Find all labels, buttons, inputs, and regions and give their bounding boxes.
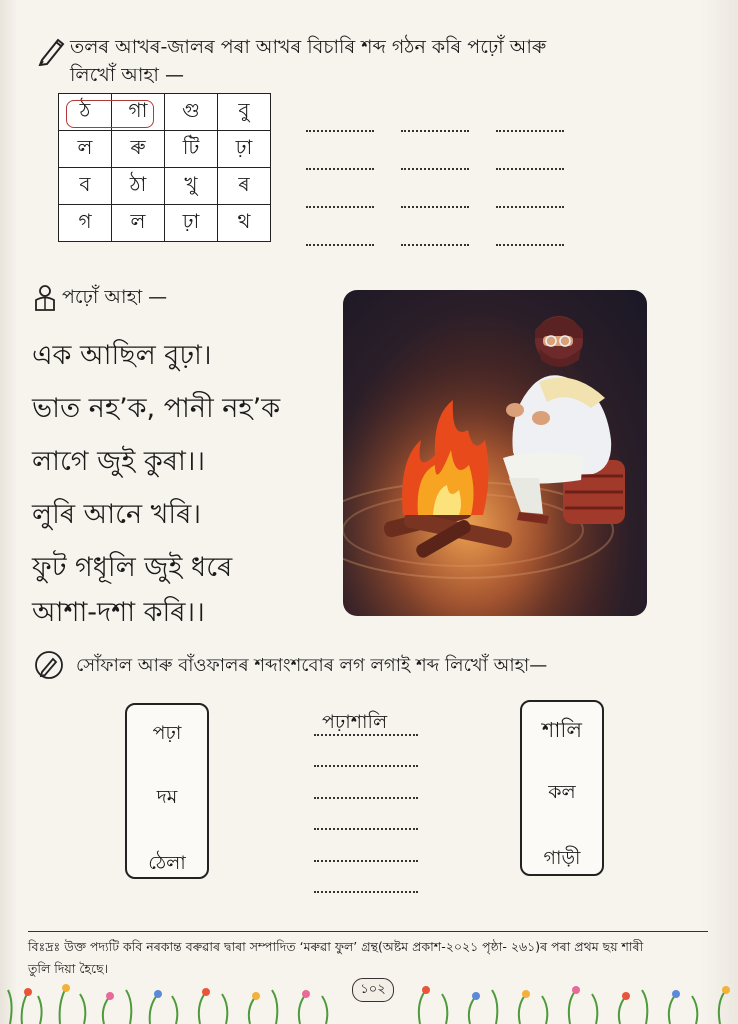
grid-cell: গা [112,94,165,131]
right-word-box [520,700,604,876]
answer-line[interactable] [306,238,374,246]
right-word: কল [548,781,576,803]
section3-instruction: সোঁফাল আৰু বাঁওফালৰ শব্দাংশবোৰ লগ লগাই শব্দ লিখোঁ আহা— [76,655,548,676]
poem-line: ভাত নহ’ক, পানী নহ’ক [32,393,281,424]
grid-cell: গ [59,205,112,242]
grid-cell: খু [165,168,218,205]
answer-line[interactable] [401,162,469,170]
left-word: ঠেলা [148,852,186,874]
old-man-by-fire-illustration [343,290,647,616]
reading-child-icon [32,284,58,312]
pencil-icon [34,650,64,680]
answer-line[interactable] [496,200,564,208]
grid-cell: গু [165,94,218,131]
section1-instruction-line1: তলৰ আখৰ-জালৰ পৰা আখৰ বিচাৰি শব্দ গঠন কৰি পঢ়োঁ আৰু [70,36,547,58]
answer-line[interactable] [314,797,418,799]
grid-cell: টি [165,131,218,168]
grid-cell: ৰু [112,131,165,168]
grid-cell: ল [112,205,165,242]
grid-cell: বু [218,94,271,131]
poem-line: আশা-দশা কৰি।। [32,597,205,628]
grid-cell: থ [218,205,271,242]
grid-row [59,168,271,205]
grid-row [59,205,271,242]
answer-line[interactable] [306,162,374,170]
poem-line: এক আছিল বুঢ়া। [32,340,212,371]
grid-cell: ঠ [59,94,112,131]
section2-instruction: পঢ়োঁ আহা — [62,286,168,308]
poem-line: লাগে জুই কুৰা।। [32,446,206,477]
grid-cell: ল [59,131,112,168]
footnote-divider [28,931,708,932]
answer-line[interactable] [496,162,564,170]
right-word: শালি [541,718,583,742]
answer-line[interactable] [314,765,418,767]
poem-line: লুৰি আনে খৰি। [32,499,201,530]
example-answer: পঢ়াশালি [322,711,388,733]
footnote-line1: বিঃদ্রঃ উক্ত পদ্যটি কবি নৰকান্ত বৰুৱাৰ দ্বাৰা সম্পাদিত ‘মৰুৱা ফুল’ গ্ৰন্থ(অষ্টম প্ৰকাশ-২০২১ পৃষ্ঠা- ২৬১)ৰ পৰা প্ৰথম ছয় শাৰী [28,939,644,954]
example-word-highlight [66,100,154,128]
left-word: পঢ়া [152,722,182,744]
right-word: গাড়ী [543,847,581,869]
left-word: দম [156,786,178,808]
grid-cell: ঢ়া [218,131,271,168]
grid-cell: ঠা [112,168,165,205]
answer-line[interactable] [314,891,418,893]
answer-line[interactable] [401,124,469,132]
left-word-box [125,703,209,879]
grid-cell: ব [59,168,112,205]
answer-line[interactable] [496,238,564,246]
grid-cell: ৰ [218,168,271,205]
grid-cell: ঢ়া [165,205,218,242]
answer-line[interactable] [306,200,374,208]
answer-line[interactable] [314,860,418,862]
grid-row [59,131,271,168]
answer-line[interactable] [314,828,418,830]
answer-line[interactable] [401,200,469,208]
answer-line[interactable] [314,734,418,736]
pencil-icon [36,34,66,66]
page-number: ১০২ [352,978,394,1002]
answer-line[interactable] [496,124,564,132]
answer-line[interactable] [306,124,374,132]
section1-instruction-line2: লিখোঁ আহা — [70,64,184,86]
footnote-line2: তুলি দিয়া হৈছে। [28,961,109,976]
poem-line: ফুট গধূলি জুই ধৰে [32,552,233,583]
answer-line[interactable] [401,238,469,246]
